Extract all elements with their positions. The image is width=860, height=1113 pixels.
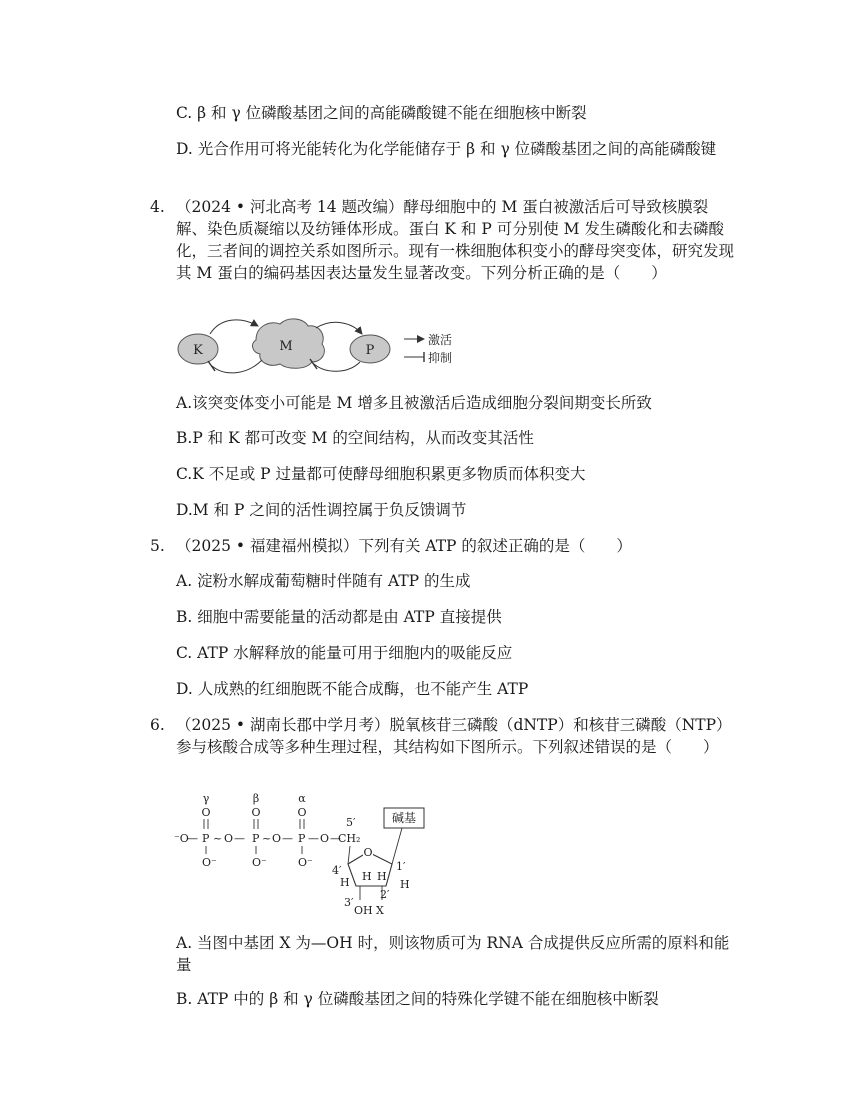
alpha-p: P [298,832,306,845]
chain-dash-3: — [282,832,293,845]
c2-label: 2′ [380,888,390,901]
tilde-2: ~ [262,832,272,845]
node-m-label: M [279,339,293,354]
gamma-top-o: O [201,806,211,819]
chain-dash-5: — [330,832,341,845]
gamma-label: γ [202,792,210,805]
c5-label: 5′ [346,816,356,829]
tilde-1: ~ [213,832,223,845]
oh-group: OH [354,904,373,917]
alpha-label: α [298,792,306,805]
q5-option-b: B. 细胞中需要能量的活动都是由 ATP 直接提供 [176,608,502,626]
legend-inhibit-label: 抑制 [428,351,453,365]
q4-option-d: D.M 和 P 之间的活性调控属于负反馈调节 [176,501,467,519]
q5-option-c: C. ATP 水解释放的能量可用于细胞内的吸能反应 [176,644,513,662]
chain-o-2: O [272,832,282,845]
c1-label: 1′ [396,860,406,873]
chain-dash-2: — [234,832,245,845]
q6-option-a: A. 当图中基团 X 为—OH 时，则该物质可为 RNA 合成提供反应所需的原料和能量 [176,934,730,974]
beta-label: β [252,792,260,805]
q4-option-a: A.该突变体变小可能是 M 增多且被激活后造成细胞分裂间期变长所致 [176,394,652,412]
ring-o: O [363,846,373,859]
q3-option-c: C. β 和 γ 位磷酸基团之间的高能磷酸键不能在细胞核中断裂 [176,104,587,122]
node-p-label: P [365,343,375,358]
beta-p: P [252,832,260,845]
arrow-m-activates-p [316,322,362,334]
ch2-label: CH₂ [338,832,361,845]
beta-top-o: O [251,806,261,819]
alpha-bottom-o: O⁻ [298,856,313,869]
inhibit-m-on-k [212,360,262,373]
q4-option-c: C.K 不足或 P 过量都可使酵母细胞积累更多物质而体积变大 [176,465,586,483]
chain-dash-4: — [308,832,319,845]
q6-nucleotide-structure [170,790,450,920]
c4-label: 4′ [332,864,342,877]
q6-option-b: B. ATP 中的 β 和 γ 位磷酸基团之间的特殊化学键不能在细胞核中断裂 [176,990,659,1008]
chain-o-3: O [320,832,330,845]
chain-o-minus-left: ⁻O [174,832,189,845]
q5-option-a: A. 淀粉水解成葡萄糖时伴随有 ATP 的生成 [176,572,471,590]
alpha-top-o: O [297,806,307,819]
q5-number: 5. [150,537,165,555]
beta-bottom-o: O⁻ [252,856,267,869]
q6-number: 6. [150,716,165,734]
q4-option-b: B.P 和 K 都可改变 M 的空间结构，从而改变其活性 [176,429,534,447]
q4-number: 4. [150,198,165,216]
node-k-label: K [193,343,203,358]
q5-stem: （2025 • 福建福州模拟）下列有关 ATP 的叙述正确的是（ ） [176,537,632,555]
legend-activate-label: 激活 [428,333,453,347]
q3-option-d: D. 光合作用可将光能转化为化学能储存于 β 和 γ 位磷酸基团之间的高能磷酸键 [176,140,717,158]
q6-stem: （2025 • 湖南长郡中学月考）脱氧核苷三磷酸（dNTP）和核苷三磷酸（NTP）参与核酸合成等多种生理过程，其结构如下图所示。下列叙述错误的是（ ） [176,716,732,756]
gamma-bottom-o: O⁻ [202,856,217,869]
c4-h: H [340,876,350,889]
base-label: 碱基 [391,811,417,825]
inhibit-p-on-m [314,362,360,371]
c3-label: 3′ [344,896,354,909]
q4-stem: （2024 • 河北高考 14 题改编）酵母细胞中的 M 蛋白被激活后可导致核膜裂解、染色质凝缩以及纺锤体形成。蛋白 K 和 P 可分别使 M 发生磷酸化和去磷酸化，三者间的调控关系如图所示。现有一株细胞体积变小的酵母突变体，研究发现其 M 蛋白的编码基因表达量发生显著改变。下列分析正确的是（ ） [176,198,735,282]
x-group: X [376,904,384,917]
q4-regulation-diagram [176,312,466,382]
q5-option-d: D. 人成熟的红细胞既不能合成酶，也不能产生 ATP [176,680,529,698]
arrow-k-activates-m [210,320,258,334]
gamma-p: P [202,832,210,845]
c1-h: H [400,878,410,891]
c3-h: H [362,870,372,883]
chain-o-1: O [224,832,234,845]
c2-h: H [377,870,387,883]
chain-dash-1: — [187,832,198,845]
